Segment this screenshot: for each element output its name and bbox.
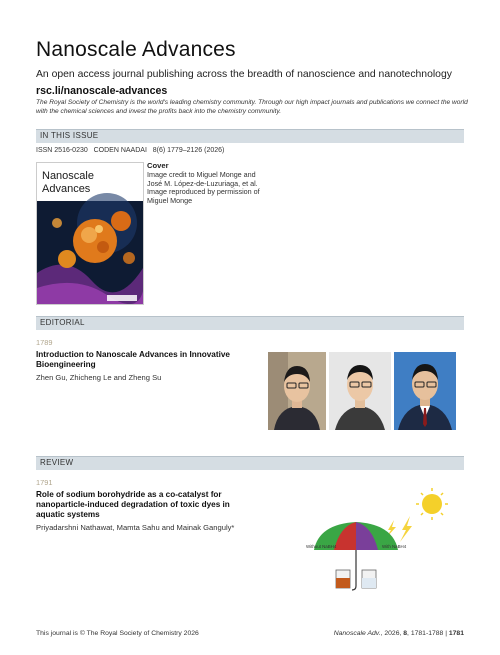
section-label: IN THIS ISSUE [40, 131, 99, 140]
cover-illustration [37, 163, 143, 304]
footer-year: , 2026, [380, 630, 404, 637]
volume-pages: 8(6) 1779–2126 (2026) [152, 147, 225, 154]
footer-citation [334, 630, 464, 637]
section-label: EDITORIAL [40, 318, 85, 327]
section-band-editorial [36, 316, 464, 330]
editorial-title-link[interactable]: Introduction to Nanoscale Advances in Innovative Bioengineering [36, 350, 230, 369]
beaker-left-icon [336, 570, 350, 588]
review-title-link[interactable]: Role of sodium borohydride as a co-catalyst for nanoparticle-induced degradation of toxic dyes in aquatic systems [36, 490, 230, 519]
journal-url-link[interactable]: rsc.li/nanoscale-advances [36, 85, 168, 97]
cover-credit: Image credit to Miguel Monge and José M. López-de-Luzuriaga, et al. Image reproduced by permission of Miguel Monge [147, 170, 260, 205]
sun-icon [416, 488, 448, 520]
footer-copyright: This journal is © The Royal Society of Chemistry 2026 [36, 630, 199, 637]
cover-masthead-line1: Nanoscale [42, 170, 94, 182]
coden: CODEN NAADAI [93, 147, 147, 154]
cover-label: Cover [147, 161, 169, 170]
graphic-label-left: Without NaBH4 [306, 544, 337, 549]
graphic-label-right: With NaBH4 [382, 544, 407, 549]
rsc-blurb: The Royal Society of Chemistry is the world's leading chemistry community. Through our high impact journals and publications we connect the world with the chemical sciences and invest the profits back into the chemistry community. [36, 99, 468, 115]
review-page-number: 1791 [36, 478, 53, 487]
section-band-in-this-issue [36, 129, 464, 143]
umbrella-icon [314, 522, 398, 590]
issn: ISSN 2516-0230 [36, 147, 88, 154]
journal-tagline: An open access journal publishing across the breadth of nanoscience and nanotechnology [36, 69, 452, 80]
review-authors: Priyadarshni Nathawat, Mamta Sahu and Mainak Ganguly* [36, 523, 235, 532]
author-photo-1 [268, 352, 326, 430]
footer-journal-abbrev: Nanoscale Adv. [333, 630, 381, 637]
footer-pages: , 1781-1788 [407, 630, 444, 637]
author-photo-3 [394, 352, 456, 430]
journal-title: Nanoscale Advances [36, 38, 236, 61]
section-band-review [36, 456, 464, 470]
footer-page-number: 1781 [448, 630, 464, 637]
cover-masthead-line2: Advances [42, 183, 91, 195]
editorial-page-number: 1789 [36, 338, 53, 347]
section-label: REVIEW [40, 458, 74, 467]
beaker-right-icon [362, 570, 376, 588]
editorial-authors: Zhen Gu, Zhicheng Le and Zheng Su [36, 373, 162, 382]
issue-identifiers [36, 147, 224, 154]
cover-image[interactable] [36, 162, 144, 305]
footer-volume: 8 [403, 630, 408, 637]
review-graphical-abstract [282, 486, 456, 596]
author-photo-2 [329, 352, 391, 430]
footer-separator: | [443, 630, 449, 637]
